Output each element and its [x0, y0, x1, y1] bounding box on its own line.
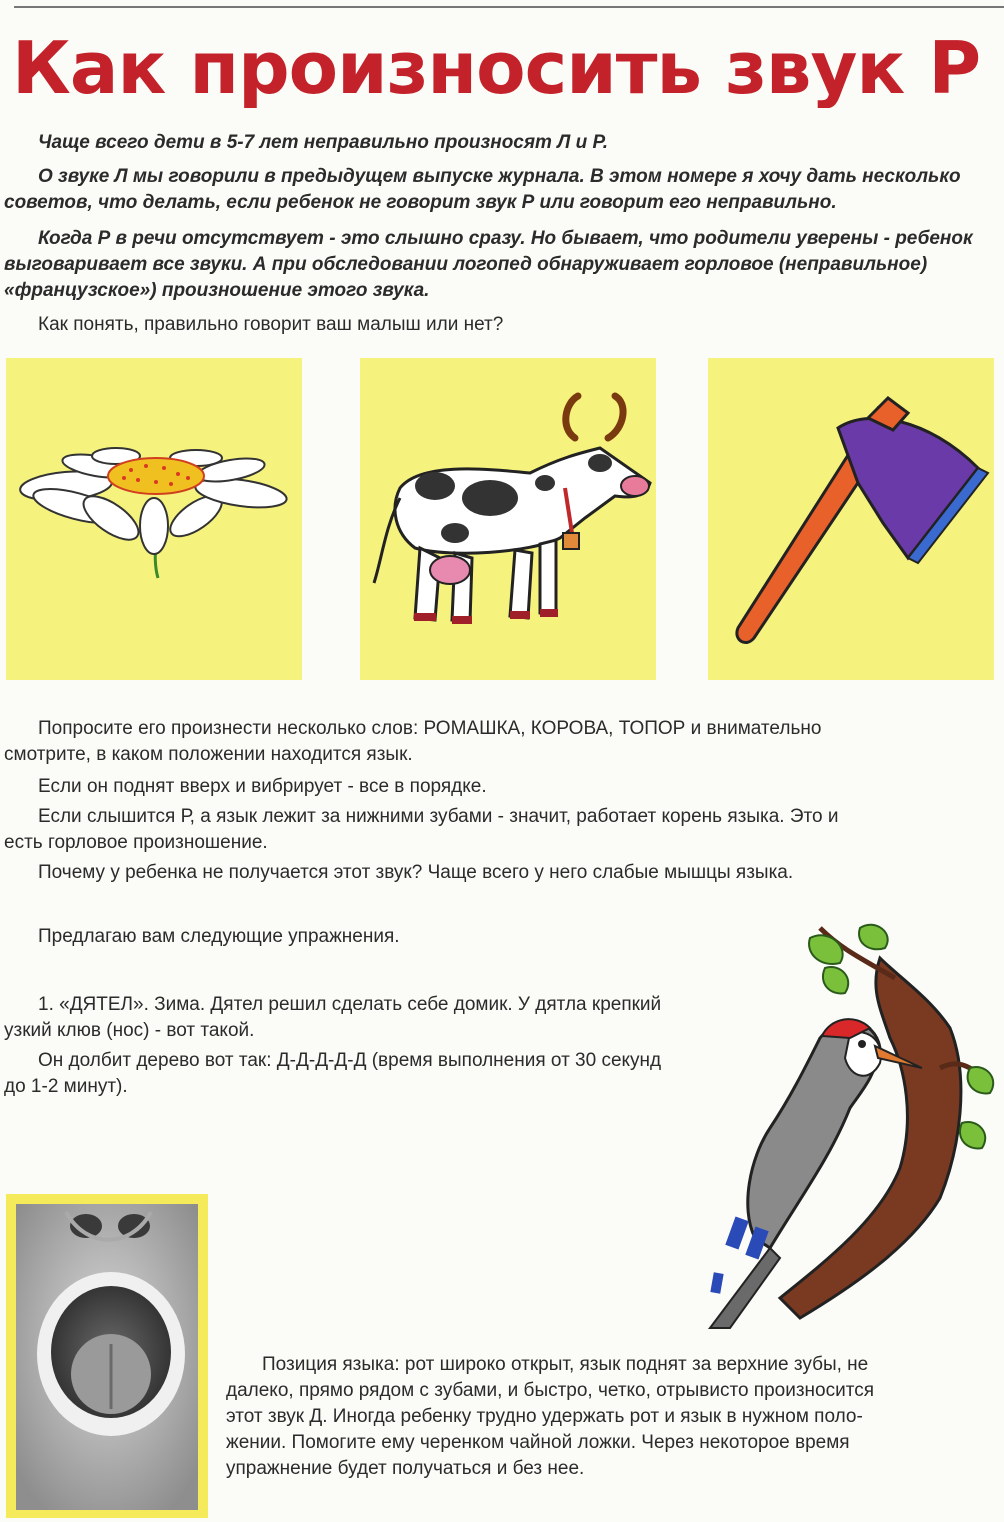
exercise-1-line-1: 1. «ДЯТЕЛ». Зима. Дятел решил сделать себе домик. У дятла крепкий [38, 994, 662, 1015]
top-rule [14, 6, 1004, 8]
body-paragraph-5: Если он поднят вверх и вибрирует - все в порядке. [38, 776, 487, 797]
intro-paragraph-3-line-3: «французское») произношение этого звука. [4, 280, 430, 301]
position-line-1: Позиция языка: рот широко открыт, язык поднят за верхние зубы, не [262, 1354, 869, 1375]
body-paragraph-7: Почему у ребенка не получается этот звук? Чаще всего у него слабые мышцы языка. [38, 862, 794, 883]
body-paragraph-6-line-1: Если слышится Р, а язык лежит за нижними зубами - значит, работает корень языка. Это и [38, 806, 839, 827]
axe-picture [708, 358, 994, 680]
woodpecker-picture [700, 918, 1000, 1342]
intro-paragraph-1: Чаще всего дети в 5-7 лет неправильно произносят Л и Р. [38, 132, 609, 153]
position-line-2: далеко, прямо рядом с зубами, и быстро, четко, отрывисто произносится [226, 1380, 874, 1401]
mouth-photo-frame [6, 1194, 208, 1518]
position-line-4: жении. Помогите ему черенком чайной ложки. Через некоторое время [226, 1432, 850, 1453]
open-mouth-photo [16, 1204, 198, 1510]
body-paragraph-8: Предлагаю вам следующие упражнения. [38, 926, 400, 947]
cow-panel [360, 358, 656, 680]
intro-paragraph-2-line-2: советов, что делать, если ребенок не говорит звук Р или говорит его неправильно. [4, 192, 837, 213]
intro-paragraph-3-line-1: Когда Р в речи отсутствует - это слышно сразу. Но бывает, что родители уверены - ребенок [38, 228, 973, 249]
cow-picture [360, 358, 656, 680]
position-line-3: этот звук Д. Иногда ребенку трудно удержать рот и язык в нужном поло- [226, 1406, 863, 1427]
intro-paragraph-2-line-1: О звуке Л мы говорили в предыдущем выпуске журнала. В этом номере я хочу дать несколько [38, 166, 961, 187]
exercise-1-line-2: узкий клюв (нос) - вот такой. [4, 1020, 255, 1041]
body-paragraph-4-line-1: Попросите его произнести несколько слов: РОМАШКА, КОРОВА, ТОПОР и внимательно [38, 718, 822, 739]
body-paragraph-4-line-2: смотрите, в каком положении находится язык. [4, 744, 413, 765]
daisy-picture [6, 358, 302, 680]
daisy-panel [6, 358, 302, 680]
position-line-5: упражнение будет получаться и без нее. [226, 1458, 585, 1479]
page-title: Как произносить звук Р [12, 28, 981, 108]
exercise-1-line-4: до 1-2 минут). [4, 1076, 128, 1097]
axe-panel [708, 358, 994, 680]
body-paragraph-6-line-2: есть горловое произношение. [4, 832, 268, 853]
exercise-1-line-3: Он долбит дерево вот так: Д-Д-Д-Д-Д (время выполнения от 30 секунд [38, 1050, 662, 1071]
intro-question: Как понять, правильно говорит ваш малыш или нет? [38, 314, 504, 335]
intro-paragraph-3-line-2: выговаривает все звуки. А при обследовании логопед обнаруживает горловое (неправильное) [4, 254, 928, 275]
